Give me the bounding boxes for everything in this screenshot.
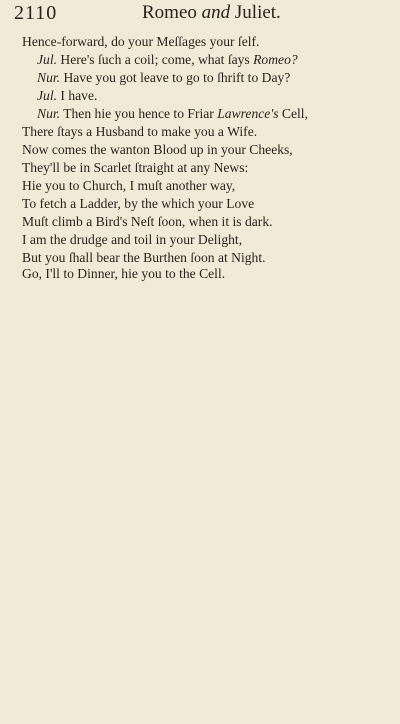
running-header (14, 2, 386, 28)
speaker-tag: Nur. (37, 106, 61, 121)
verse-line: Nur. Then hie you hence to Friar Lawrence's Cell, (37, 106, 308, 121)
verse-line: Jul. Here's ſuch a coil; come, what ſays Romeo? (37, 52, 298, 67)
verse-line: Hie you to Church, I muſt another way, (22, 178, 236, 193)
verse-line: There ſtays a Husband to make you a Wife. (22, 124, 258, 139)
verse-line: To fetch a Ladder, by the which your Love (22, 196, 255, 211)
verse-line: Muſt climb a Bird's Neſt ſoon, when it is dark. (22, 214, 273, 229)
page-number: 2110 (14, 2, 58, 24)
verse-line: Hence-forward, do your Meſſages your ſelf. (22, 34, 260, 49)
speaker-tag: Jul. (37, 52, 58, 67)
verse-line: Nur. Have you got leave to go to ſhrift to Day? (37, 70, 291, 85)
verse-line: But you ſhall bear the Burthen ſoon at Night. (22, 250, 266, 265)
running-title: Romeo and Juliet. (142, 2, 281, 23)
verse-line: Jul. I have. (37, 88, 98, 103)
verse-line: Now comes the wanton Blood up in your Cheeks, (22, 142, 293, 157)
verse-line: Go, I'll to Dinner, hie you to the Cell. (22, 266, 226, 281)
verse-line: I am the drudge and toil in your Delight, (22, 232, 243, 247)
speaker-tag: Nur. (37, 70, 61, 85)
verse-line: They'll be in Scarlet ſtraight at any News: (22, 160, 249, 175)
speaker-tag: Jul. (37, 88, 58, 103)
